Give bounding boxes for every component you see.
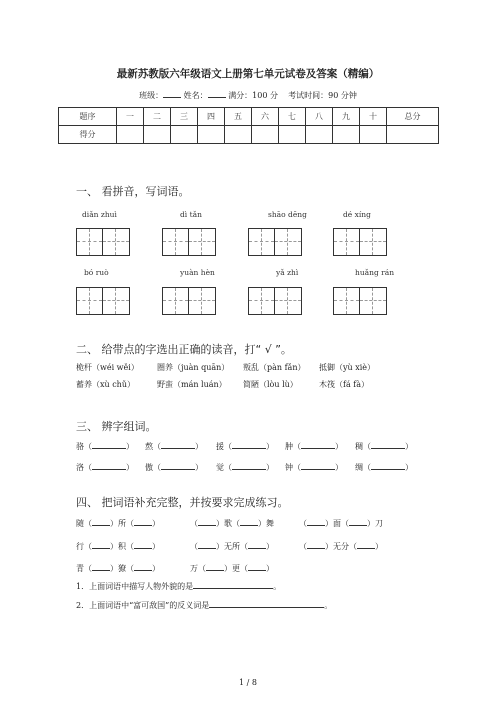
word-blank[interactable]: 肿（ ）: [285, 442, 343, 451]
header-cell: 总分: [387, 108, 439, 126]
choice-item[interactable]: 简陋（lòu lù）: [243, 380, 298, 389]
idiom-blank[interactable]: 行（ ）积（ ）: [76, 542, 160, 551]
word-blank[interactable]: 骆（ ）: [76, 442, 134, 451]
choice-item[interactable]: 桅杆（wéi wěi）: [76, 363, 139, 372]
section4-heading: 四、 把词语补充完整，并按要求完成练习。: [76, 496, 289, 509]
pinyin-label: diǎn zhuì: [82, 210, 117, 219]
header-cell: 九: [333, 108, 360, 126]
writing-grid[interactable]: [162, 287, 216, 315]
idiom-blank[interactable]: （ ）面（ ）刀: [299, 519, 383, 528]
header-cell: 三: [171, 108, 198, 126]
header-cell: 五: [225, 108, 252, 126]
writing-grid[interactable]: [76, 287, 130, 315]
header-cell: 一: [117, 108, 144, 126]
header-cell: 八: [306, 108, 333, 126]
score-row-label: 得分: [59, 126, 117, 144]
class-blank: [163, 89, 181, 98]
word-blank[interactable]: 援（ ）: [216, 442, 274, 451]
writing-grid[interactable]: [76, 228, 130, 256]
idiom-blank[interactable]: （ ）歌（ ）舞: [190, 519, 274, 528]
name-label: 姓名：: [183, 91, 208, 100]
choice-item[interactable]: 木筏（fá fà）: [319, 380, 370, 389]
choice-item[interactable]: 抵御（yù xiè）: [319, 363, 376, 372]
choice-item[interactable]: 蓄养（xù chǔ）: [76, 380, 135, 389]
score-cell[interactable]: [144, 126, 171, 144]
question-2[interactable]: 2．上面词语中“富可敌国”的反义词是 。: [76, 601, 333, 610]
pinyin-label: yuàn hèn: [180, 268, 215, 277]
header-cell: 十: [360, 108, 387, 126]
idiom-blank[interactable]: （ ）无分（ ）: [299, 542, 383, 551]
score-cell[interactable]: [171, 126, 198, 144]
word-blank[interactable]: 洛（ ）: [76, 463, 134, 472]
name-blank: [208, 89, 226, 98]
section2-heading: 二、 给带点的字选出正确的读音，打“ √ ”。: [76, 343, 292, 356]
score-cell[interactable]: [117, 126, 144, 144]
idiom-blank[interactable]: 随（ ）所（ ）: [76, 519, 160, 528]
choice-item[interactable]: 圈养（juàn quān）: [157, 363, 230, 372]
score-cell[interactable]: [306, 126, 333, 144]
score-table: [58, 107, 439, 144]
pinyin-label: huǎng rán: [355, 268, 395, 277]
word-blank[interactable]: 傲（ ）: [145, 463, 203, 472]
header-cell: 二: [144, 108, 171, 126]
score-cell[interactable]: [360, 126, 387, 144]
word-blank[interactable]: 稠（ ）: [355, 442, 413, 451]
idiom-blank[interactable]: 万（ ）更（ ）: [190, 564, 274, 573]
idiom-blank[interactable]: 青（ ）獠（ ）: [76, 564, 160, 573]
score-cell[interactable]: [387, 126, 439, 144]
header-cell: 七: [279, 108, 306, 126]
class-label: 班级：: [139, 91, 164, 100]
idiom-blank[interactable]: （ ）无所（ ）: [190, 542, 274, 551]
page-title: 最新苏教版六年级语文上册第七单元试卷及答案（精编）: [116, 68, 380, 80]
writing-grid[interactable]: [333, 228, 387, 256]
writing-grid[interactable]: [162, 228, 216, 256]
score-header-row: [59, 108, 439, 126]
pinyin-label: dì tǎn: [180, 210, 202, 219]
choice-item[interactable]: 叛乱（pàn fǎn）: [243, 363, 306, 372]
word-blank[interactable]: 熬（ ）: [145, 442, 203, 451]
writing-grid[interactable]: [248, 228, 302, 256]
word-blank[interactable]: 觉（ ）: [216, 463, 274, 472]
writing-grid[interactable]: [248, 287, 302, 315]
pinyin-label: shāo dēng: [268, 210, 307, 219]
section1-heading: 一、 看拼音，写词语。: [76, 185, 190, 198]
full-score: 满分：100 分: [228, 91, 278, 100]
score-row: [59, 126, 439, 144]
pinyin-label: dé xíng: [343, 210, 371, 219]
writing-grid[interactable]: [333, 287, 387, 315]
score-cell[interactable]: [279, 126, 306, 144]
section3-heading: 三、 辨字组词。: [76, 420, 157, 433]
exam-time: 考试时间：90 分钟: [288, 91, 357, 100]
header-cell: 四: [198, 108, 225, 126]
choice-item[interactable]: 野蛮（mán luán）: [157, 380, 227, 389]
question-1[interactable]: 1．上面词语中描写人物外貌的是 。: [76, 582, 282, 591]
score-cell[interactable]: [198, 126, 225, 144]
score-cell[interactable]: [225, 126, 252, 144]
word-blank[interactable]: 钟（ ）: [285, 463, 343, 472]
pinyin-label: bó ruò: [84, 268, 109, 277]
header-cell: 六: [252, 108, 279, 126]
pinyin-label: yǎ zhì: [276, 268, 299, 277]
word-blank[interactable]: 绸（ ）: [355, 463, 413, 472]
score-cell[interactable]: [333, 126, 360, 144]
exam-info: [0, 89, 496, 101]
score-cell[interactable]: [252, 126, 279, 144]
page-number: 1 / 8: [239, 678, 257, 687]
header-cell: 题序: [59, 108, 117, 126]
